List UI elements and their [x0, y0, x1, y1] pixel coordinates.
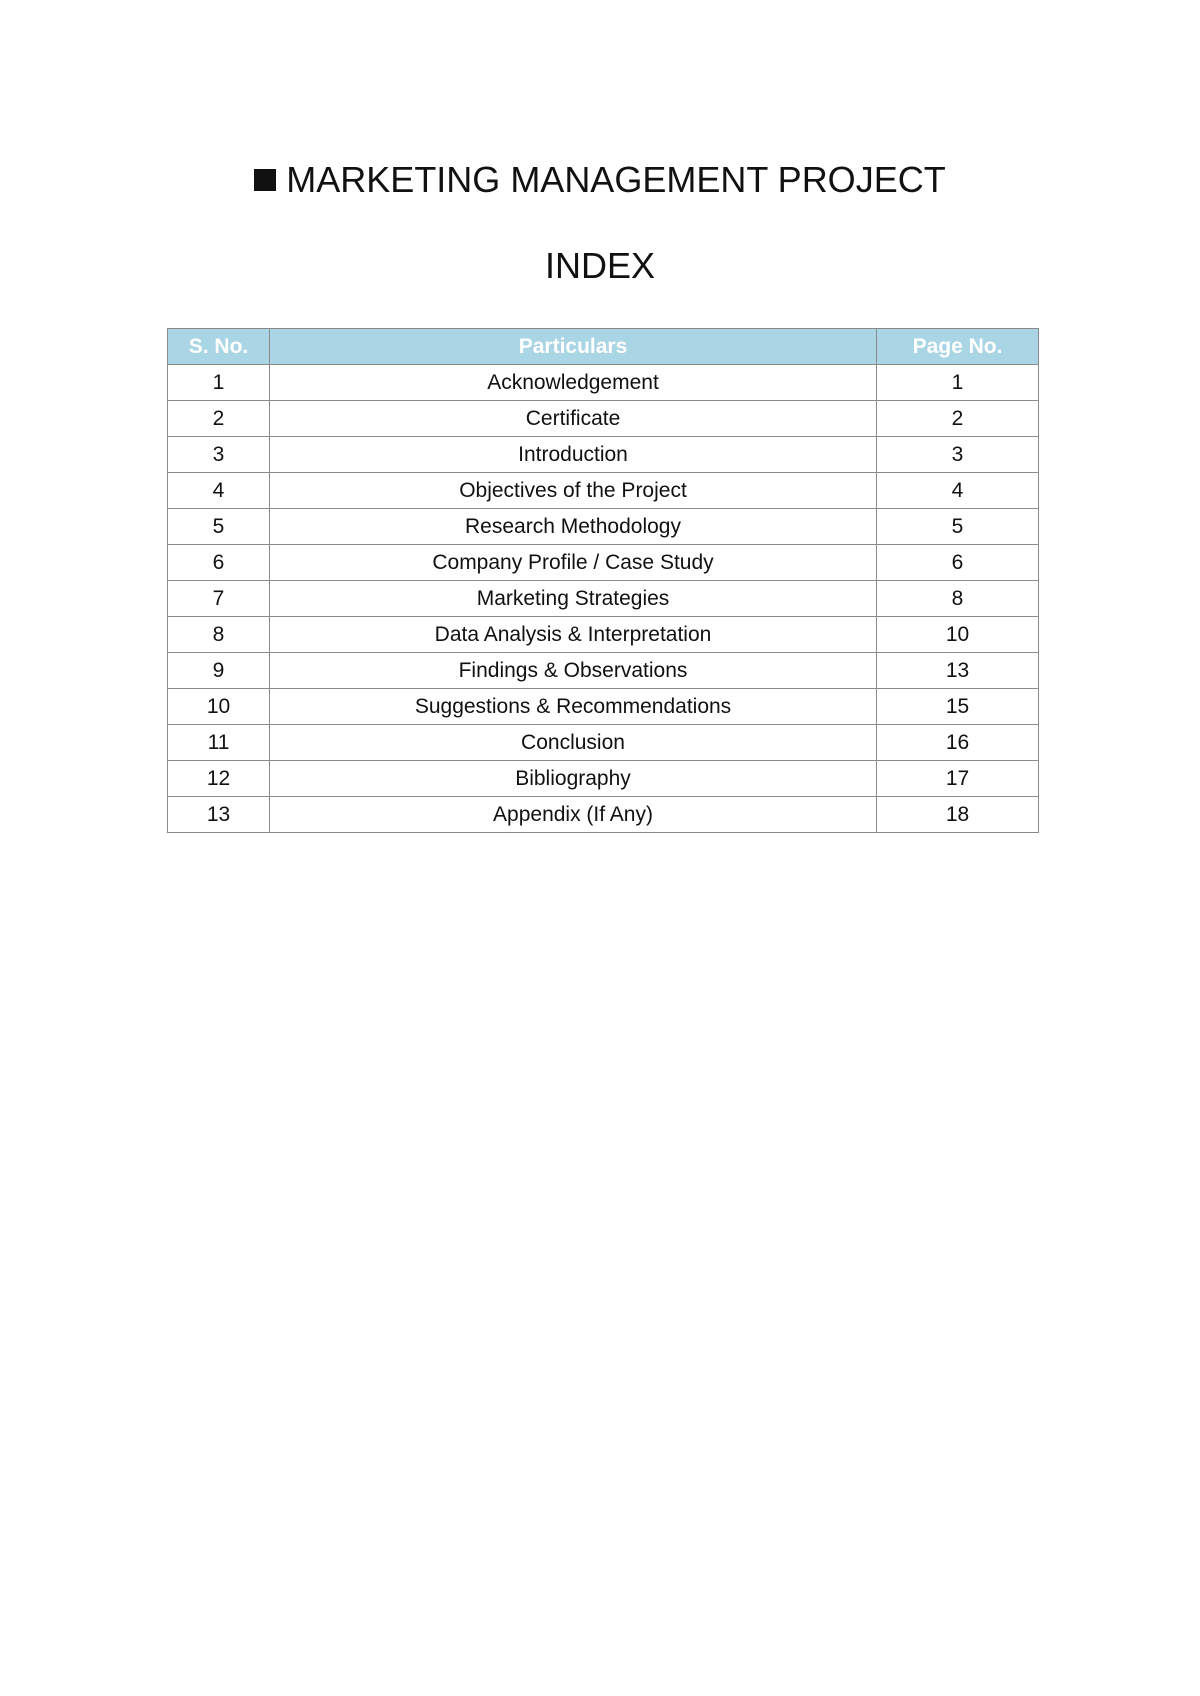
- cell-sno: 8: [168, 617, 270, 653]
- index-table: [167, 328, 1039, 833]
- cell-particulars: Acknowledgement: [270, 365, 877, 401]
- cell-sno: 11: [168, 725, 270, 761]
- column-header-particulars: Particulars: [270, 329, 877, 365]
- table-row: [168, 437, 1039, 473]
- cell-sno: 13: [168, 797, 270, 833]
- cell-page: 1: [877, 365, 1039, 401]
- table-row: [168, 401, 1039, 437]
- table-row: [168, 725, 1039, 761]
- table-row: [168, 365, 1039, 401]
- table-row: [168, 797, 1039, 833]
- cell-sno: 3: [168, 437, 270, 473]
- cell-particulars: Bibliography: [270, 761, 877, 797]
- index-heading: INDEX: [544, 245, 656, 286]
- cell-particulars: Company Profile / Case Study: [270, 545, 877, 581]
- cell-page: 15: [877, 689, 1039, 725]
- cell-sno: 9: [168, 653, 270, 689]
- cell-particulars: Certificate: [270, 401, 877, 437]
- cell-sno: 7: [168, 581, 270, 617]
- table-row: [168, 509, 1039, 545]
- cell-sno: 2: [168, 401, 270, 437]
- cell-page: 17: [877, 761, 1039, 797]
- cell-sno: 6: [168, 545, 270, 581]
- cell-page: 6: [877, 545, 1039, 581]
- cell-sno: 4: [168, 473, 270, 509]
- page-title: [0, 158, 1200, 202]
- cell-page: 10: [877, 617, 1039, 653]
- page-title-text: MARKETING MANAGEMENT PROJECT: [286, 159, 946, 200]
- table-row: [168, 617, 1039, 653]
- cell-sno: 5: [168, 509, 270, 545]
- cell-particulars: Research Methodology: [270, 509, 877, 545]
- cell-particulars: Conclusion: [270, 725, 877, 761]
- cell-particulars: Appendix (If Any): [270, 797, 877, 833]
- cell-particulars: Objectives of the Project: [270, 473, 877, 509]
- cell-particulars: Findings & Observations: [270, 653, 877, 689]
- cell-page: 18: [877, 797, 1039, 833]
- table-row: [168, 473, 1039, 509]
- cell-sno: 1: [168, 365, 270, 401]
- table-row: [168, 689, 1039, 725]
- table-row: [168, 581, 1039, 617]
- cell-particulars: Data Analysis & Interpretation: [270, 617, 877, 653]
- cell-page: 4: [877, 473, 1039, 509]
- cell-particulars: Introduction: [270, 437, 877, 473]
- table-row: [168, 545, 1039, 581]
- cell-page: 8: [877, 581, 1039, 617]
- cell-page: 3: [877, 437, 1039, 473]
- black-square-icon: [254, 169, 276, 191]
- cell-page: 16: [877, 725, 1039, 761]
- cell-sno: 12: [168, 761, 270, 797]
- table-body: [168, 365, 1039, 833]
- column-header-sno: S. No.: [168, 329, 270, 365]
- column-header-page: Page No.: [877, 329, 1039, 365]
- cell-sno: 10: [168, 689, 270, 725]
- cell-particulars: Marketing Strategies: [270, 581, 877, 617]
- cell-page: 13: [877, 653, 1039, 689]
- cell-page: 2: [877, 401, 1039, 437]
- cell-particulars: Suggestions & Recommendations: [270, 689, 877, 725]
- table-header-row: [168, 329, 1039, 365]
- cell-page: 5: [877, 509, 1039, 545]
- table-row: [168, 653, 1039, 689]
- table-row: [168, 761, 1039, 797]
